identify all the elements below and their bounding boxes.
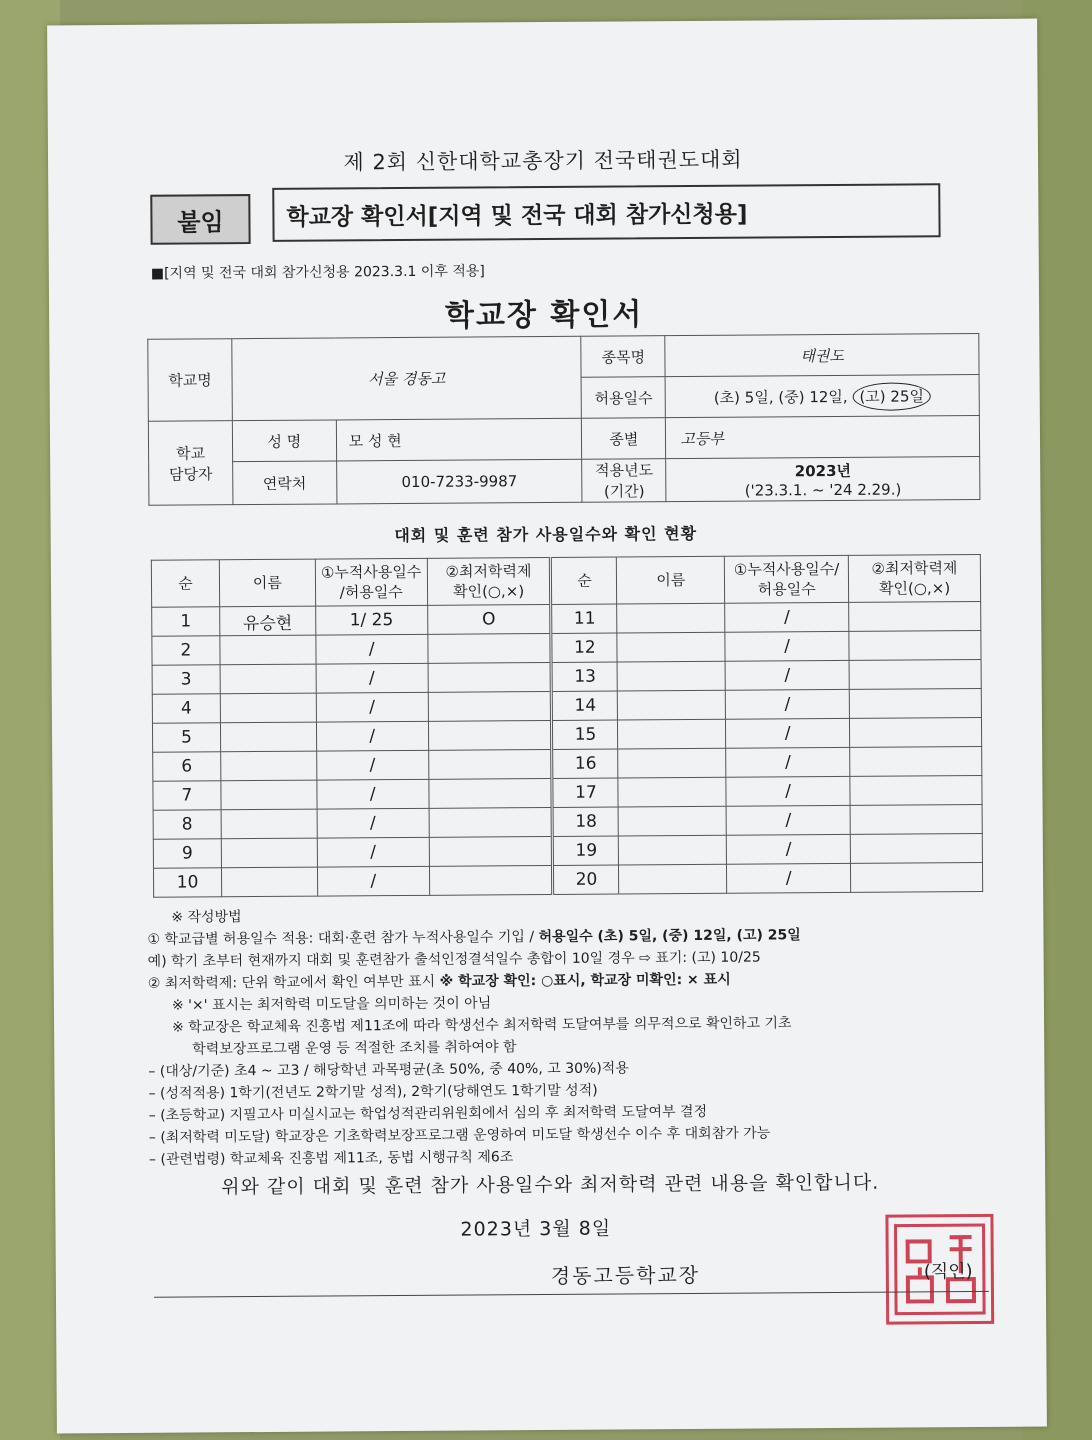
row-days-right: /	[725, 602, 849, 632]
instructions-title: ※ 작성방법	[171, 909, 242, 926]
row-name-right	[619, 864, 727, 894]
row-check-right	[850, 804, 982, 834]
row-no-right: 20	[553, 865, 619, 894]
row-check-right	[850, 746, 982, 776]
row-no-right: 11	[551, 604, 617, 633]
row-days: /	[317, 837, 429, 867]
instruction-line-9: – (초등학교) 지필고사 미실시교는 학업성적관리위원회에서 심의 후 최저학력 도달여부 결정	[148, 1103, 708, 1124]
instruction-line-4: ※ '×' 표시는 최저학력 미도달을 의미하는 것이 아님	[171, 995, 492, 1014]
allowed-days-value	[665, 374, 979, 417]
document-heading	[272, 183, 940, 242]
row-no-right: 12	[551, 633, 617, 662]
row-days: /	[316, 692, 428, 722]
instruction-line-3-bold: ※ 학교장 확인: ○표시, 학교장 미확인: × 표시	[439, 971, 731, 990]
row-check-right	[849, 688, 981, 718]
row-days: /	[316, 721, 428, 751]
header-check-right	[848, 554, 980, 602]
row-check	[427, 633, 551, 663]
paper-sheet	[47, 19, 1047, 1434]
contact-value: 010-7233-9987	[336, 459, 582, 504]
instruction-line-6: 학력보장프로그램 운영 등 적절한 조치를 취하여야 함	[192, 1039, 517, 1058]
header-name-left: 이름	[219, 559, 315, 607]
row-check	[428, 662, 552, 692]
section-title: 대회 및 훈련 참가 사용일수와 확인 현황	[394, 523, 698, 546]
period-range: ('23.3.1. ~ '24 2.29.)	[744, 480, 902, 500]
row-name	[221, 809, 317, 839]
row-check-right	[850, 775, 982, 805]
row-name-right	[617, 661, 725, 691]
row-no: 4	[152, 694, 220, 723]
manager-label	[148, 421, 232, 506]
row-check-right	[851, 862, 983, 892]
event-label: 종목명	[581, 336, 665, 378]
row-check-right	[849, 659, 981, 689]
instructions	[147, 901, 999, 1171]
period-label-line2: (기간)	[603, 482, 645, 501]
row-check	[429, 836, 553, 866]
row-days: /	[317, 779, 429, 809]
row-name: 유승현	[220, 606, 316, 636]
row-days: /	[316, 663, 428, 693]
header-days-left-line2: /허용일수	[339, 583, 403, 602]
row-no-right: 15	[552, 720, 618, 749]
header-check-right-line1: ②최저학력제	[871, 559, 958, 578]
row-no: 3	[152, 665, 220, 694]
row-name-right	[617, 632, 725, 662]
manager-label-line2: 담당자	[168, 464, 213, 484]
row-days: /	[317, 866, 429, 896]
row-days-right: /	[727, 863, 851, 893]
row-check-right	[849, 601, 981, 631]
row-no-right: 18	[553, 807, 619, 836]
row-name	[220, 635, 316, 665]
instruction-line-1-bold: 허용일수 (초) 5일, (중) 12일, (고) 25일	[538, 927, 801, 946]
header-check-left-line1: ②최저학력제	[445, 562, 532, 581]
row-check	[429, 865, 553, 895]
division-label: 종별	[582, 418, 666, 460]
row-name	[221, 838, 317, 868]
header-days-left	[315, 558, 427, 606]
row-days-right: /	[727, 834, 851, 864]
row-name	[220, 664, 316, 694]
row-no-right: 14	[552, 691, 618, 720]
row-days: /	[316, 750, 428, 780]
row-check	[428, 691, 552, 721]
row-no-right: 19	[553, 836, 619, 865]
row-no: 7	[153, 781, 221, 810]
document-heading-text: 학교장 확인서[지역 및 전국 대회 참가신청용]	[286, 201, 748, 231]
school-info-table	[147, 333, 980, 506]
row-days-right: /	[726, 805, 850, 835]
allowed-days-text: (초) 5일, (중) 12일,	[713, 387, 848, 407]
period-value	[666, 456, 980, 501]
row-no: 10	[153, 868, 221, 897]
row-name-right	[618, 719, 726, 749]
row-check-right	[849, 630, 981, 660]
row-no: 1	[152, 607, 220, 636]
row-check	[428, 749, 552, 779]
row-name	[220, 722, 316, 752]
row-days: /	[316, 634, 428, 664]
header-check-left	[427, 557, 551, 605]
row-no-right: 13	[552, 662, 618, 691]
instruction-line-8: – (성적적용) 1학기(전년도 2학기말 성적), 2학기(당해연도 1학기말 성적)	[148, 1082, 598, 1102]
row-name	[221, 867, 317, 897]
header-no-right: 순	[551, 557, 617, 604]
instruction-line-11: – (관련법령) 학교체육 진흥법 제11조, 동법 시행규칙 제6조	[148, 1149, 514, 1168]
row-days-right: /	[726, 689, 850, 719]
contact-label: 연락처	[233, 461, 337, 505]
row-days-right: /	[726, 776, 850, 806]
row-days: 1/ 25	[315, 605, 427, 635]
participation-table	[151, 554, 983, 898]
header-days-left-line1: ①누적사용일수	[320, 562, 422, 582]
row-name-right	[619, 835, 727, 865]
row-name	[220, 693, 316, 723]
header-days-right-line2: 허용일수	[757, 580, 816, 599]
instruction-line-10: – (최저학력 미도달) 학교장은 기초학력보장프로그램 운영하여 미도달 학생선수 이수 후 대회참가 가능	[148, 1125, 771, 1146]
instruction-line-3-text: ② 최저학력제: 단위 학교에서 확인 여부만 표시	[147, 973, 440, 992]
row-no: 2	[152, 636, 220, 665]
instruction-line-1-text: ① 학교급별 허용일수 적용: 대회·훈련 참가 누적사용일수 기입 /	[147, 929, 539, 948]
issue-date: 2023년 3월 8일	[460, 1217, 612, 1241]
seal-label: (직인)	[923, 1261, 973, 1283]
header-days-right-line1: ①누적사용일수/	[733, 559, 840, 579]
header-check-right-line2: 확인(○,×)	[878, 579, 951, 598]
row-check	[428, 778, 552, 808]
row-days: /	[317, 808, 429, 838]
header-days-right	[725, 555, 849, 603]
table-row	[153, 862, 982, 897]
instruction-line-7: – (대상/기준) 초4 ~ 고3 / 해당학년 과목평균(초 50%, 중 40%, 고 30%)적용	[148, 1060, 629, 1080]
document-title: 학교장 확인서	[444, 297, 644, 334]
row-no: 6	[153, 752, 221, 781]
allowed-days-circled: (고) 25일	[852, 382, 931, 411]
period-label	[582, 459, 666, 503]
instruction-line-5: ※ 학교장은 학교체육 진흥법 제11조에 따라 학생선수 최저학력 도달여부를 의무적으로 확인하고 기초	[172, 1015, 792, 1036]
row-check	[428, 720, 552, 750]
row-check: O	[427, 604, 551, 634]
row-check	[429, 807, 553, 837]
header-no-left: 순	[151, 560, 219, 607]
instruction-line-2: 예) 학기 초부터 현재까지 대회 및 훈련참가 출석인정결석일수 총합이 10일 경우 ⇨ 표기: (고) 10/25	[147, 949, 761, 970]
manager-name-value: 모 성 현	[336, 418, 582, 461]
school-name-label: 학교명	[148, 339, 232, 422]
event-value: 태권도	[665, 333, 979, 376]
header-name-right: 이름	[617, 556, 725, 604]
confirmation-text: 위와 같이 대회 및 훈련 참가 사용일수와 최저학력 관련 내용을 확인합니다.	[221, 1171, 880, 1199]
row-no-right: 17	[552, 778, 618, 807]
row-no: 8	[153, 810, 221, 839]
application-note: ■[지역 및 전국 대회 참가신청용 2023.3.1 이후 적용]	[150, 263, 485, 282]
row-name-right	[618, 690, 726, 720]
row-name	[221, 751, 317, 781]
row-name-right	[618, 748, 726, 778]
row-days-right: /	[725, 660, 849, 690]
row-days-right: /	[726, 747, 850, 777]
manager-name-label: 성 명	[232, 420, 336, 462]
row-name-right	[618, 777, 726, 807]
row-no: 9	[153, 839, 221, 868]
principal-name: 경동고등학교장	[550, 1262, 701, 1288]
header-check-left-line2: 확인(○,×)	[452, 582, 525, 601]
allowed-days-label: 허용일수	[582, 377, 666, 419]
row-days-right: /	[725, 631, 849, 661]
period-label-line1: 적용년도	[595, 461, 654, 480]
row-name	[221, 780, 317, 810]
row-no-right: 16	[552, 749, 618, 778]
attachment-tag: 붙임	[150, 194, 250, 245]
row-no: 5	[152, 723, 220, 752]
row-days-right: /	[726, 718, 850, 748]
school-name-value: 서울 경동고	[232, 336, 582, 420]
manager-label-line1: 학교	[175, 443, 206, 463]
contest-title: 제 2회 신한대학교총장기 전국태권도대회	[343, 147, 743, 175]
period-year: 2023년	[794, 461, 852, 480]
row-check-right	[850, 717, 982, 747]
division-value: 고등부	[666, 415, 980, 458]
row-check-right	[850, 833, 982, 863]
row-name-right	[617, 603, 725, 633]
bottom-rule	[154, 1291, 989, 1298]
row-name-right	[618, 806, 726, 836]
